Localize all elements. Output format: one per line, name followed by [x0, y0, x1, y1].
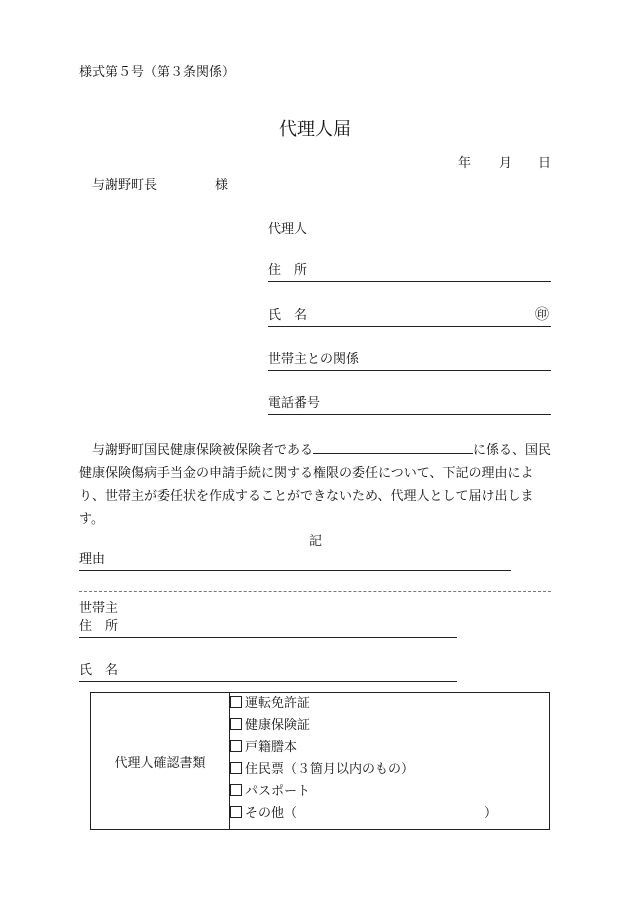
- checkbox-icon[interactable]: [230, 806, 242, 818]
- agent-heading: 代理人: [268, 222, 308, 237]
- agent-name-label: 氏 名: [268, 308, 308, 323]
- date-day-label: 日: [538, 156, 552, 171]
- agent-name-field[interactable]: [268, 304, 551, 327]
- id-documents-label: 代理人確認書類: [91, 693, 230, 830]
- checkbox-icon[interactable]: [230, 762, 242, 774]
- householder-name-field[interactable]: [79, 659, 457, 682]
- statement-part2: に係る、国民健康保険傷病手当金の申請手続に関する権限の委任について、下記の理由により、世帯主が委任状を作成することができないため、代理人として届け出します。: [79, 443, 552, 527]
- reason-label: 理由: [79, 552, 106, 567]
- householder-address-label: 住 所: [79, 619, 119, 634]
- ki-heading: 記: [309, 534, 323, 549]
- reason-field[interactable]: [79, 548, 511, 571]
- agent-phone-label: 電話番号: [268, 396, 321, 411]
- option-drivers-license[interactable]: 運転免許証: [230, 693, 549, 715]
- id-documents-table: [90, 692, 550, 830]
- date-month-label: 月: [499, 156, 513, 171]
- seal-mark: ㊞: [535, 307, 549, 323]
- option-passport[interactable]: パスポート: [230, 781, 549, 803]
- agent-relation-field[interactable]: [268, 348, 551, 371]
- statement-paragraph: [79, 439, 553, 531]
- checkbox-icon[interactable]: [230, 740, 242, 752]
- checkbox-icon[interactable]: [230, 696, 242, 708]
- householder-heading: 世帯主: [79, 601, 119, 616]
- agent-address-label: 住 所: [268, 263, 308, 278]
- agent-phone-field[interactable]: [268, 392, 551, 415]
- form-number: 様式第５号（第３条関係）: [79, 65, 236, 80]
- addressee-honorific: 様: [215, 178, 229, 193]
- date-year-label: 年: [458, 156, 472, 171]
- other-close-paren: ）: [484, 806, 498, 821]
- cut-line: [79, 591, 551, 592]
- agent-address-field[interactable]: [268, 259, 551, 282]
- addressee-name: 与謝野町長: [92, 178, 158, 193]
- checkbox-icon[interactable]: [230, 718, 242, 730]
- insured-person-blank[interactable]: [313, 441, 473, 454]
- option-family-register[interactable]: 戸籍謄本: [230, 737, 549, 759]
- option-health-insurance-card[interactable]: 健康保険証: [230, 715, 549, 737]
- option-resident-record[interactable]: 住民票（３箇月以内のもの）: [230, 759, 549, 781]
- id-documents-options: [230, 693, 550, 830]
- agent-relation-label: 世帯主との関係: [268, 352, 360, 367]
- option-other[interactable]: その他（ ）: [230, 803, 549, 825]
- statement-part1: 与謝野町国民健康保険被保険者である: [92, 443, 314, 458]
- checkbox-icon[interactable]: [230, 784, 242, 796]
- form-title: 代理人届: [279, 119, 351, 140]
- householder-address-field[interactable]: [79, 615, 457, 638]
- householder-name-label: 氏 名: [79, 663, 119, 678]
